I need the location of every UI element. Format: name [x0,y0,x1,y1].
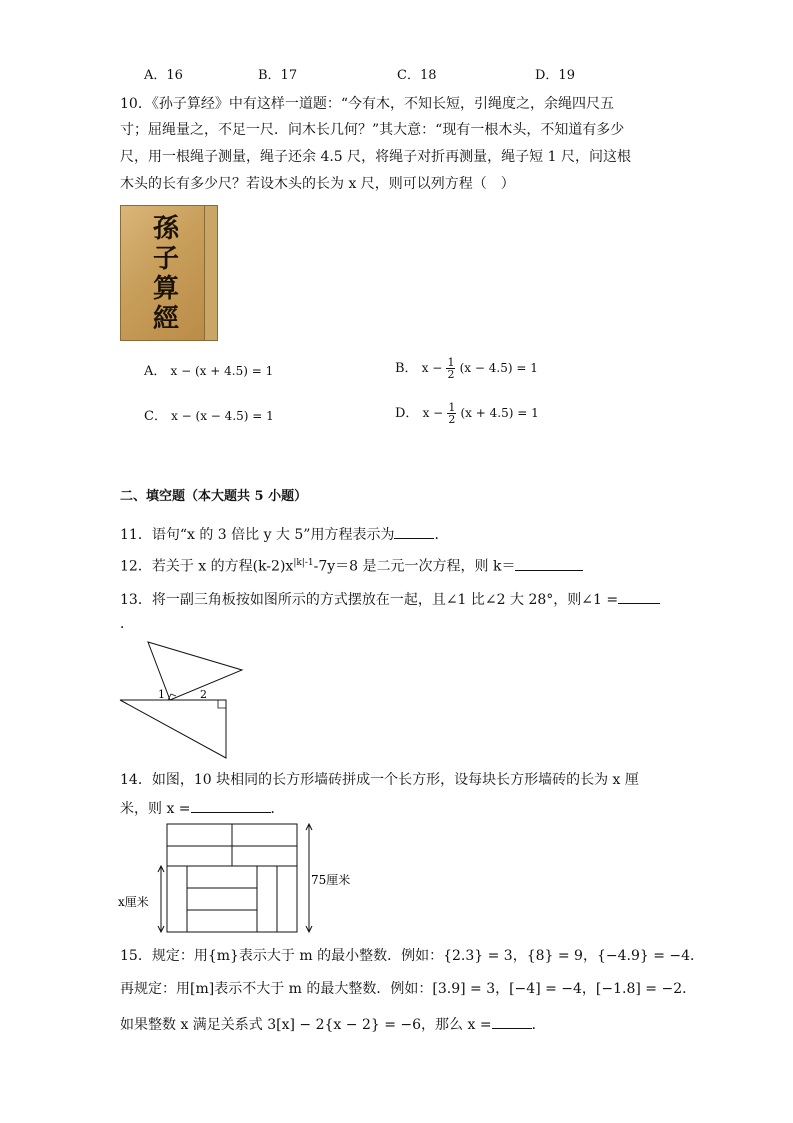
angle-2-label: 2 [200,688,207,701]
q11-text: 11．语句“x 的 3 倍比 y 大 5”用方程表示为 [120,527,395,543]
q10-option-d-label: D． [395,406,419,421]
dim-75cm-label: 75厘米 [311,873,351,887]
right-angle-mark [218,700,226,708]
fraction-half [446,357,455,380]
lower-triangle [120,700,226,758]
q10-option-b-post: (x − 4.5) = 1 [459,361,538,375]
q14-tail: ． [270,801,285,817]
q12-text: 12．若关于 x 的方程(k-2)x [120,558,294,575]
q9-option-c: C．18 [397,68,437,83]
q12 [120,555,583,576]
q12-text-tail: -7y＝8 是二元一次方程，则 k＝ [313,558,516,575]
fraction-half [447,402,456,425]
q15-tail: ． [531,1017,546,1033]
q10-line4: 木头的长有多少尺？若设木头的长为 x 尺，则可以列方程（ ） [120,176,515,192]
q10-line1: 10．《孙子算经》中有这样一道题：“今有木，不知长短，引绳度之，余绳四尺五 [120,96,614,112]
q10-option-b-label: B． [395,361,418,376]
q10-option-a-label: A． [144,364,167,379]
fraction-denominator: 2 [447,368,455,381]
q10-option-d-pre: x − [422,406,444,420]
q10-option-a [144,363,273,380]
fraction-denominator: 2 [448,413,456,426]
q11 [120,525,448,544]
sunzi-book-image [120,205,218,341]
fraction-numerator: 1 [447,356,455,369]
dim-x-label: x厘米 [118,895,149,909]
q10-option-c-label: C． [144,409,167,424]
answer-blank [191,799,271,813]
angle-1-label: 1 [158,688,165,701]
fraction-numerator: 1 [448,401,456,414]
q13-text: 13．将一副三角板按如图所示的方式摆放在一起，且∠1 比∠2 大 28°，则∠1 = [120,592,619,608]
q10-option-c [144,408,274,425]
q15-text: 如果整数 x 满足关系式 3[x] − 2{x − 2} = −6，那么 x = [120,1017,492,1033]
q10-line2: 寸；屈绳量之，不足一尺．问木长几何？”其大意：“现有一根木头，不知道有多少 [120,122,625,138]
book-title: 孫子算經 [152,214,179,334]
answer-blank [394,525,434,539]
q10-option-d [395,402,539,425]
q13-tail: ． [120,616,134,632]
triangle-set-diagram [118,638,248,766]
q14-line2 [120,799,285,818]
q15-line2: 再规定：用[m]表示不大于 m 的最大整数．例如：[3.9] = 3，[−4] = −4，[−1.8] = −2． [120,981,697,997]
section-heading: 二、填空题（本大题共 5 小题） [120,489,308,504]
q14-line1: 14．如图，10 块相同的长方形墙砖拼成一个长方形，设每块长方形墙砖的长为 x 厘 [120,772,639,788]
q13 [120,590,660,609]
q10-option-c-formula: x − (x − 4.5) = 1 [171,409,274,423]
q15-line3 [120,1015,546,1034]
q14-text: 米，则 x = [120,801,191,817]
q10-option-b-pre: x − [421,361,443,375]
q10-line3: 尺，用一根绳子测量，绳子还余 4.5 尺，将绳子对折再测量，绳子短 1 尺，问这根 [120,149,631,165]
q15-line1: 15．规定：用{m}表示大于 m 的最小整数．例如：{2.3} = 3，{8} = 9，{−4.9} = −4． [120,948,705,964]
q10-option-a-formula: x − (x + 4.5) = 1 [170,364,274,378]
q10-option-d-post: (x + 4.5) = 1 [460,406,539,420]
brick-wall-diagram [115,820,365,935]
q10-option-b [395,357,538,380]
book-spine [204,206,217,340]
answer-blank [492,1015,532,1029]
q9-option-b: B．17 [258,68,298,83]
q9-option-a: A．16 [144,68,183,83]
q12-exponent: |k|-1 [293,558,314,568]
q11-tail: ． [434,527,449,543]
answer-blank [515,557,583,571]
q9-option-d: D．19 [535,68,575,83]
answer-blank [618,590,660,604]
